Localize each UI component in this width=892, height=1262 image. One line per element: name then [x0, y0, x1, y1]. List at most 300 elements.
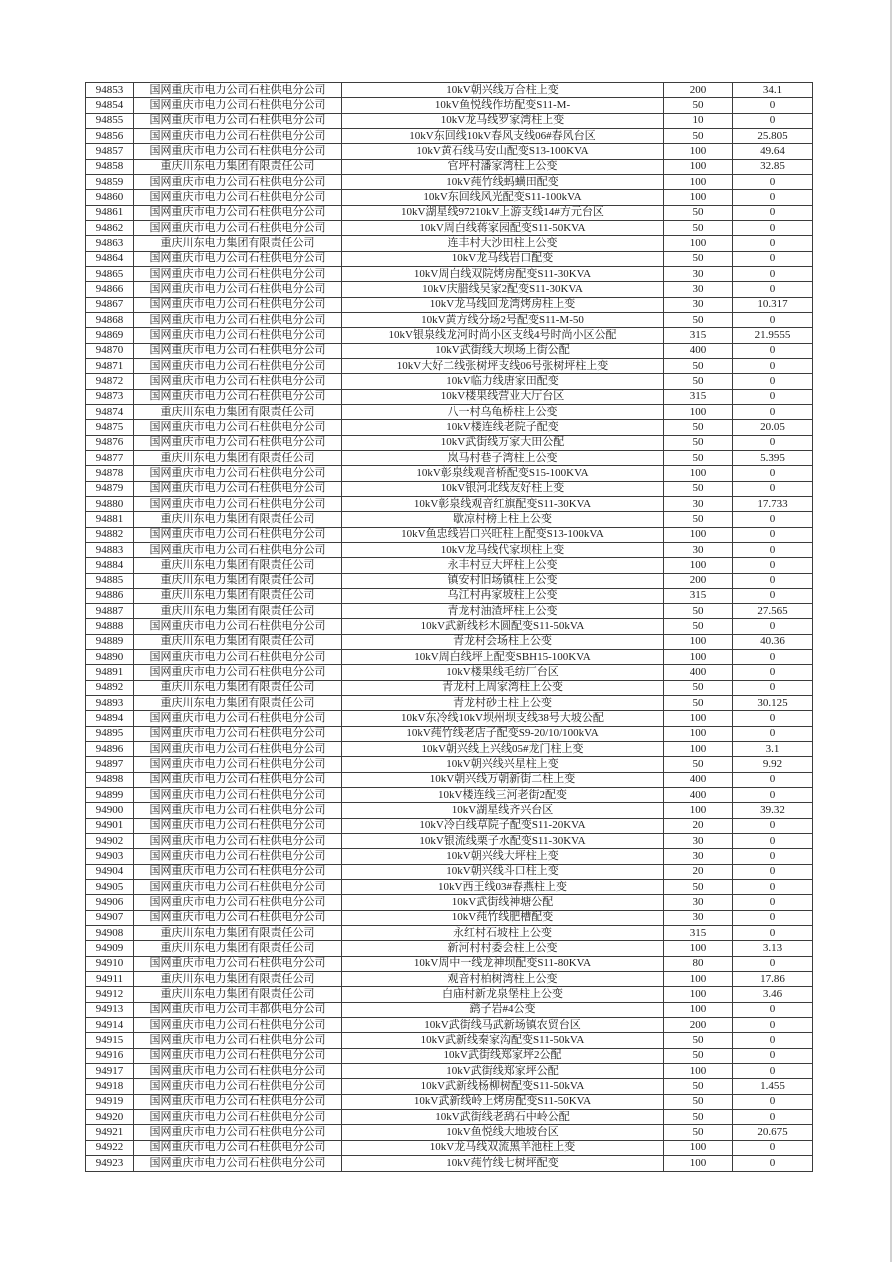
cell-company: 国网重庆市电力公司石柱供电分公司 — [134, 282, 342, 297]
table-row — [86, 665, 813, 680]
cell-value: 0 — [733, 895, 813, 910]
table-row — [86, 527, 813, 542]
cell-value: 0 — [733, 818, 813, 833]
cell-id: 94875 — [86, 420, 134, 435]
cell-id: 94869 — [86, 328, 134, 343]
cell-capacity: 200 — [664, 83, 733, 98]
cell-capacity: 30 — [664, 834, 733, 849]
table-row — [86, 512, 813, 527]
table-row — [86, 312, 813, 327]
cell-description: 10kV黄方线分场2号配变S11-M-50 — [342, 312, 664, 327]
cell-description: 10kV楼果线营业大厅台区 — [342, 389, 664, 404]
table-row — [86, 711, 813, 726]
table-row — [86, 834, 813, 849]
cell-company: 国网重庆市电力公司石柱供电分公司 — [134, 343, 342, 358]
cell-id: 94865 — [86, 266, 134, 281]
cell-description: 连丰村大沙田柱上公变 — [342, 236, 664, 251]
cell-value: 0 — [733, 650, 813, 665]
cell-value: 0 — [733, 251, 813, 266]
cell-id: 94902 — [86, 834, 134, 849]
cell-description: 10kV朝兴线兴星柱上变 — [342, 757, 664, 772]
cell-capacity: 30 — [664, 496, 733, 511]
cell-id: 94916 — [86, 1048, 134, 1063]
cell-value: 0 — [733, 588, 813, 603]
cell-description: 10kV庆腊线吴家2配变S11-30KVA — [342, 282, 664, 297]
table-row — [86, 588, 813, 603]
cell-company: 国网重庆市电力公司石柱供电分公司 — [134, 910, 342, 925]
cell-value: 0 — [733, 926, 813, 941]
cell-id: 94891 — [86, 665, 134, 680]
cell-capacity: 100 — [664, 236, 733, 251]
cell-description: 白庙村新龙泉堡柱上公变 — [342, 987, 664, 1002]
cell-value: 0 — [733, 849, 813, 864]
table-row — [86, 128, 813, 143]
cell-description: 乌江村冉家坡柱上公变 — [342, 588, 664, 603]
cell-id: 94907 — [86, 910, 134, 925]
cell-capacity: 100 — [664, 941, 733, 956]
cell-description: 10kV朝兴线大坪柱上变 — [342, 849, 664, 864]
table-row — [86, 941, 813, 956]
table-row — [86, 1033, 813, 1048]
cell-description: 10kV朝兴线万朝新街二柱上变 — [342, 772, 664, 787]
cell-description: 10kV周白线双院烤房配变S11-30KVA — [342, 266, 664, 281]
cell-description: 10kV楼果线毛纺厂台区 — [342, 665, 664, 680]
cell-value: 25.805 — [733, 128, 813, 143]
cell-id: 94912 — [86, 987, 134, 1002]
cell-capacity: 100 — [664, 987, 733, 1002]
table-row — [86, 757, 813, 772]
cell-capacity: 100 — [664, 466, 733, 481]
cell-id: 94885 — [86, 573, 134, 588]
cell-description: 10kV莼竹线肥槽配变 — [342, 910, 664, 925]
cell-value: 0 — [733, 374, 813, 389]
cell-id: 94914 — [86, 1018, 134, 1033]
cell-capacity: 50 — [664, 1094, 733, 1109]
cell-value: 0 — [733, 665, 813, 680]
cell-value: 0 — [733, 113, 813, 128]
table-row — [86, 926, 813, 941]
table-row — [86, 987, 813, 1002]
cell-company: 重庆川东电力集团有限责任公司 — [134, 573, 342, 588]
cell-description: 10kV东回线10kV春风支线06#春风台区 — [342, 128, 664, 143]
cell-company: 国网重庆市电力公司石柱供电分公司 — [134, 772, 342, 787]
table-row — [86, 680, 813, 695]
cell-id: 94890 — [86, 650, 134, 665]
cell-company: 国网重庆市电力公司石柱供电分公司 — [134, 266, 342, 281]
cell-value: 0 — [733, 1064, 813, 1079]
cell-capacity: 100 — [664, 144, 733, 159]
table-row — [86, 864, 813, 879]
cell-id: 94871 — [86, 358, 134, 373]
cell-description: 10kV东冷线10kV坝州坝支线38号大坡公配 — [342, 711, 664, 726]
cell-company: 国网重庆市电力公司石柱供电分公司 — [134, 190, 342, 205]
cell-company: 国网重庆市电力公司石柱供电分公司 — [134, 711, 342, 726]
cell-description: 岚马村巷子湾柱上公变 — [342, 450, 664, 465]
cell-description: 10kV湖星线齐兴台区 — [342, 803, 664, 818]
cell-value: 0 — [733, 174, 813, 189]
cell-id: 94876 — [86, 435, 134, 450]
table-row — [86, 1155, 813, 1171]
cell-id: 94897 — [86, 757, 134, 772]
cell-value: 20.05 — [733, 420, 813, 435]
cell-capacity: 100 — [664, 1064, 733, 1079]
cell-description: 10kV周中一线龙神坝配变S11-80KVA — [342, 956, 664, 971]
cell-company: 国网重庆市电力公司石柱供电分公司 — [134, 895, 342, 910]
table-row — [86, 1094, 813, 1109]
cell-value: 17.86 — [733, 972, 813, 987]
cell-company: 重庆川东电力集团有限责任公司 — [134, 404, 342, 419]
cell-capacity: 200 — [664, 1018, 733, 1033]
cell-id: 94854 — [86, 98, 134, 113]
cell-value: 21.9555 — [733, 328, 813, 343]
cell-value: 3.46 — [733, 987, 813, 1002]
cell-company: 国网重庆市电力公司石柱供电分公司 — [134, 757, 342, 772]
cell-company: 国网重庆市电力公司石柱供电分公司 — [134, 358, 342, 373]
table-row — [86, 880, 813, 895]
cell-description: 10kV莼竹线老店子配变S9-20/10/100kVA — [342, 726, 664, 741]
cell-description: 10kV鱼忠线岩口兴旺柱上配变S13-100kVA — [342, 527, 664, 542]
cell-id: 94919 — [86, 1094, 134, 1109]
cell-value: 0 — [733, 711, 813, 726]
table-row — [86, 343, 813, 358]
cell-capacity: 20 — [664, 864, 733, 879]
cell-company: 国网重庆市电力公司石柱供电分公司 — [134, 374, 342, 389]
cell-description: 10kV武街线郑家坪2公配 — [342, 1048, 664, 1063]
cell-id: 94863 — [86, 236, 134, 251]
cell-description: 10kV临力线唐家田配变 — [342, 374, 664, 389]
cell-capacity: 100 — [664, 1002, 733, 1017]
cell-description: 新河村村委会柱上公变 — [342, 941, 664, 956]
cell-id: 94868 — [86, 312, 134, 327]
cell-value: 34.1 — [733, 83, 813, 98]
cell-id: 94921 — [86, 1125, 134, 1140]
cell-company: 国网重庆市电力公司石柱供电分公司 — [134, 98, 342, 113]
cell-capacity: 200 — [664, 573, 733, 588]
cell-description: 10kV武新线岭上烤房配变S11-50KVA — [342, 1094, 664, 1109]
cell-value: 0 — [733, 680, 813, 695]
cell-id: 94867 — [86, 297, 134, 312]
table-row — [86, 404, 813, 419]
table-row — [86, 634, 813, 649]
cell-value: 0 — [733, 1002, 813, 1017]
cell-description: 10kV银泉线龙河时尚小区支线4号时尚小区公配 — [342, 328, 664, 343]
cell-description: 青龙村砂土柱上公变 — [342, 696, 664, 711]
cell-capacity: 50 — [664, 1033, 733, 1048]
cell-company: 国网重庆市电力公司石柱供电分公司 — [134, 496, 342, 511]
table-row — [86, 450, 813, 465]
cell-capacity: 50 — [664, 1048, 733, 1063]
cell-company: 国网重庆市电力公司石柱供电分公司 — [134, 880, 342, 895]
cell-id: 94895 — [86, 726, 134, 741]
table-row — [86, 818, 813, 833]
cell-id: 94856 — [86, 128, 134, 143]
cell-capacity: 400 — [664, 343, 733, 358]
cell-id: 94917 — [86, 1064, 134, 1079]
cell-value: 0 — [733, 1109, 813, 1124]
cell-company: 国网重庆市电力公司石柱供电分公司 — [134, 1140, 342, 1155]
cell-capacity: 100 — [664, 527, 733, 542]
table-row — [86, 282, 813, 297]
cell-value: 0 — [733, 1094, 813, 1109]
cell-company: 国网重庆市电力公司石柱供电分公司 — [134, 83, 342, 98]
cell-capacity: 50 — [664, 220, 733, 235]
cell-capacity: 50 — [664, 435, 733, 450]
table-row — [86, 190, 813, 205]
cell-company: 国网重庆市电力公司石柱供电分公司 — [134, 251, 342, 266]
cell-company: 国网重庆市电力公司石柱供电分公司 — [134, 328, 342, 343]
cell-id: 94853 — [86, 83, 134, 98]
cell-id: 94887 — [86, 604, 134, 619]
cell-description: 10kV莼竹线七树坪配变 — [342, 1155, 664, 1171]
cell-company: 国网重庆市电力公司石柱供电分公司 — [134, 1064, 342, 1079]
cell-id: 94918 — [86, 1079, 134, 1094]
table-row — [86, 1140, 813, 1155]
cell-value: 0 — [733, 910, 813, 925]
cell-description: 10kV朝兴线上兴线05#龙门柱上变 — [342, 742, 664, 757]
cell-id: 94872 — [86, 374, 134, 389]
cell-value: 0 — [733, 98, 813, 113]
table-row — [86, 1064, 813, 1079]
cell-company: 重庆川东电力集团有限责任公司 — [134, 558, 342, 573]
cell-description: 10kV武街线郑家坪公配 — [342, 1064, 664, 1079]
cell-capacity: 30 — [664, 895, 733, 910]
cell-id: 94888 — [86, 619, 134, 634]
cell-id: 94911 — [86, 972, 134, 987]
cell-value: 0 — [733, 772, 813, 787]
cell-value: 0 — [733, 558, 813, 573]
table-row — [86, 374, 813, 389]
table-row — [86, 558, 813, 573]
cell-company: 国网重庆市电力公司石柱供电分公司 — [134, 466, 342, 481]
cell-capacity: 30 — [664, 849, 733, 864]
cell-id: 94913 — [86, 1002, 134, 1017]
table-row — [86, 496, 813, 511]
table-row — [86, 619, 813, 634]
cell-value: 0 — [733, 726, 813, 741]
cell-description: 10kV武街线大坝场上街公配 — [342, 343, 664, 358]
cell-capacity: 50 — [664, 512, 733, 527]
cell-id: 94893 — [86, 696, 134, 711]
cell-capacity: 30 — [664, 297, 733, 312]
cell-capacity: 100 — [664, 711, 733, 726]
cell-description: 永丰村豆大坪柱上公变 — [342, 558, 664, 573]
cell-id: 94915 — [86, 1033, 134, 1048]
cell-value: 0 — [733, 282, 813, 297]
cell-capacity: 100 — [664, 650, 733, 665]
cell-capacity: 400 — [664, 665, 733, 680]
table-row — [86, 466, 813, 481]
cell-company: 国网重庆市电力公司石柱供电分公司 — [134, 220, 342, 235]
cell-capacity: 80 — [664, 956, 733, 971]
table-row — [86, 1125, 813, 1140]
cell-capacity: 20 — [664, 818, 733, 833]
cell-value: 0 — [733, 880, 813, 895]
cell-description: 10kV武街线万家大田公配 — [342, 435, 664, 450]
cell-capacity: 50 — [664, 680, 733, 695]
cell-value: 10.317 — [733, 297, 813, 312]
cell-id: 94861 — [86, 205, 134, 220]
cell-value: 0 — [733, 481, 813, 496]
cell-id: 94923 — [86, 1155, 134, 1171]
cell-value: 0 — [733, 864, 813, 879]
cell-capacity: 100 — [664, 174, 733, 189]
cell-id: 94884 — [86, 558, 134, 573]
cell-description: 10kV彰泉线观音桥配变S15-100KVA — [342, 466, 664, 481]
cell-capacity: 50 — [664, 604, 733, 619]
cell-capacity: 50 — [664, 98, 733, 113]
cell-company: 国网重庆市电力公司石柱供电分公司 — [134, 849, 342, 864]
table-row — [86, 803, 813, 818]
cell-capacity: 50 — [664, 450, 733, 465]
cell-id: 94880 — [86, 496, 134, 511]
cell-company: 国网重庆市电力公司石柱供电分公司 — [134, 144, 342, 159]
cell-capacity: 50 — [664, 1079, 733, 1094]
cell-capacity: 315 — [664, 389, 733, 404]
cell-id: 94896 — [86, 742, 134, 757]
cell-value: 0 — [733, 435, 813, 450]
cell-company: 国网重庆市电力公司石柱供电分公司 — [134, 389, 342, 404]
cell-capacity: 315 — [664, 926, 733, 941]
cell-description: 10kV龙马线回龙湾烤房柱上变 — [342, 297, 664, 312]
cell-value: 0 — [733, 343, 813, 358]
cell-company: 国网重庆市电力公司石柱供电分公司 — [134, 619, 342, 634]
cell-company: 国网重庆市电力公司石柱供电分公司 — [134, 1125, 342, 1140]
cell-id: 94922 — [86, 1140, 134, 1155]
cell-description: 观音村柏树湾柱上公变 — [342, 972, 664, 987]
cell-description: 10kV湖星线97210kV上游支线14#方元台区 — [342, 205, 664, 220]
cell-capacity: 315 — [664, 588, 733, 603]
cell-capacity: 50 — [664, 251, 733, 266]
cell-capacity: 100 — [664, 404, 733, 419]
cell-value: 49.64 — [733, 144, 813, 159]
cell-value: 0 — [733, 512, 813, 527]
cell-value: 30.125 — [733, 696, 813, 711]
cell-capacity: 30 — [664, 910, 733, 925]
cell-description: 10kV银河北线友好柱上变 — [342, 481, 664, 496]
cell-id: 94862 — [86, 220, 134, 235]
cell-company: 重庆川东电力集团有限责任公司 — [134, 926, 342, 941]
cell-description: 10kV冷白线草院子配变S11-20KVA — [342, 818, 664, 833]
table-row — [86, 1018, 813, 1033]
cell-company: 重庆川东电力集团有限责任公司 — [134, 987, 342, 1002]
cell-description: 10kV黄石线马安山配变S13-100KVA — [342, 144, 664, 159]
cell-capacity: 100 — [664, 1155, 733, 1171]
cell-capacity: 100 — [664, 742, 733, 757]
cell-id: 94878 — [86, 466, 134, 481]
table-row — [86, 650, 813, 665]
cell-capacity: 100 — [664, 634, 733, 649]
cell-id: 94894 — [86, 711, 134, 726]
table-row — [86, 726, 813, 741]
cell-id: 94881 — [86, 512, 134, 527]
cell-company: 国网重庆市电力公司石柱供电分公司 — [134, 128, 342, 143]
cell-capacity: 400 — [664, 772, 733, 787]
cell-id: 94899 — [86, 788, 134, 803]
cell-description: 10kV东回线风光配变S11-100kVA — [342, 190, 664, 205]
cell-value: 0 — [733, 834, 813, 849]
table-row — [86, 83, 813, 98]
cell-company: 国网重庆市电力公司石柱供电分公司 — [134, 1094, 342, 1109]
cell-company: 国网重庆市电力公司石柱供电分公司 — [134, 834, 342, 849]
cell-value: 9.92 — [733, 757, 813, 772]
table-row — [86, 205, 813, 220]
cell-company: 国网重庆市电力公司石柱供电分公司 — [134, 481, 342, 496]
cell-capacity: 50 — [664, 374, 733, 389]
cell-value: 0 — [733, 220, 813, 235]
cell-description: 歇凉村榜上柱上公变 — [342, 512, 664, 527]
cell-description: 10kV彰泉线观音红旗配变S11-30KVA — [342, 496, 664, 511]
cell-value: 17.733 — [733, 496, 813, 511]
cell-description: 10kV周白线蒋家园配变S11-50KVA — [342, 220, 664, 235]
cell-company: 国网重庆市电力公司石柱供电分公司 — [134, 435, 342, 450]
cell-description: 官坪村潘家湾柱上公变 — [342, 159, 664, 174]
cell-capacity: 100 — [664, 159, 733, 174]
cell-company: 重庆川东电力集团有限责任公司 — [134, 604, 342, 619]
cell-id: 94857 — [86, 144, 134, 159]
table-row — [86, 481, 813, 496]
cell-id: 94904 — [86, 864, 134, 879]
cell-id: 94900 — [86, 803, 134, 818]
cell-id: 94882 — [86, 527, 134, 542]
cell-description: 10kV周白线坪上配变SBH15-100KVA — [342, 650, 664, 665]
cell-id: 94860 — [86, 190, 134, 205]
cell-company: 重庆川东电力集团有限责任公司 — [134, 512, 342, 527]
cell-description: 10kV鱼悦线作坊配变S11-M- — [342, 98, 664, 113]
cell-capacity: 100 — [664, 190, 733, 205]
cell-value: 0 — [733, 573, 813, 588]
cell-capacity: 100 — [664, 972, 733, 987]
cell-id: 94920 — [86, 1109, 134, 1124]
cell-company: 重庆川东电力集团有限责任公司 — [134, 634, 342, 649]
table-row — [86, 972, 813, 987]
cell-capacity: 30 — [664, 542, 733, 557]
cell-capacity: 50 — [664, 312, 733, 327]
cell-value: 0 — [733, 190, 813, 205]
cell-id: 94870 — [86, 343, 134, 358]
cell-value: 0 — [733, 1155, 813, 1171]
table-row — [86, 98, 813, 113]
table-row — [86, 435, 813, 450]
cell-company: 国网重庆市电力公司石柱供电分公司 — [134, 527, 342, 542]
cell-value: 0 — [733, 358, 813, 373]
cell-description: 10kV武新线杉木圆配变S11-50kVA — [342, 619, 664, 634]
cell-capacity: 50 — [664, 205, 733, 220]
table-row — [86, 895, 813, 910]
table-row — [86, 1002, 813, 1017]
cell-company: 国网重庆市电力公司丰都供电分公司 — [134, 1002, 342, 1017]
cell-company: 重庆川东电力集团有限责任公司 — [134, 941, 342, 956]
cell-capacity: 315 — [664, 328, 733, 343]
table-row — [86, 159, 813, 174]
cell-company: 重庆川东电力集团有限责任公司 — [134, 236, 342, 251]
cell-capacity: 10 — [664, 113, 733, 128]
cell-company: 重庆川东电力集团有限责任公司 — [134, 159, 342, 174]
cell-company: 国网重庆市电力公司石柱供电分公司 — [134, 956, 342, 971]
cell-company: 重庆川东电力集团有限责任公司 — [134, 588, 342, 603]
cell-id: 94903 — [86, 849, 134, 864]
table-row — [86, 604, 813, 619]
cell-capacity: 50 — [664, 481, 733, 496]
cell-value: 5.395 — [733, 450, 813, 465]
cell-description: 青龙村油渣坪柱上公变 — [342, 604, 664, 619]
table-row — [86, 389, 813, 404]
table-row — [86, 297, 813, 312]
cell-description: 10kV大好二线张树坪支线06号张树坪柱上变 — [342, 358, 664, 373]
cell-id: 94908 — [86, 926, 134, 941]
table-row — [86, 956, 813, 971]
cell-description: 10kV武街线神塘公配 — [342, 895, 664, 910]
cell-company: 重庆川东电力集团有限责任公司 — [134, 450, 342, 465]
